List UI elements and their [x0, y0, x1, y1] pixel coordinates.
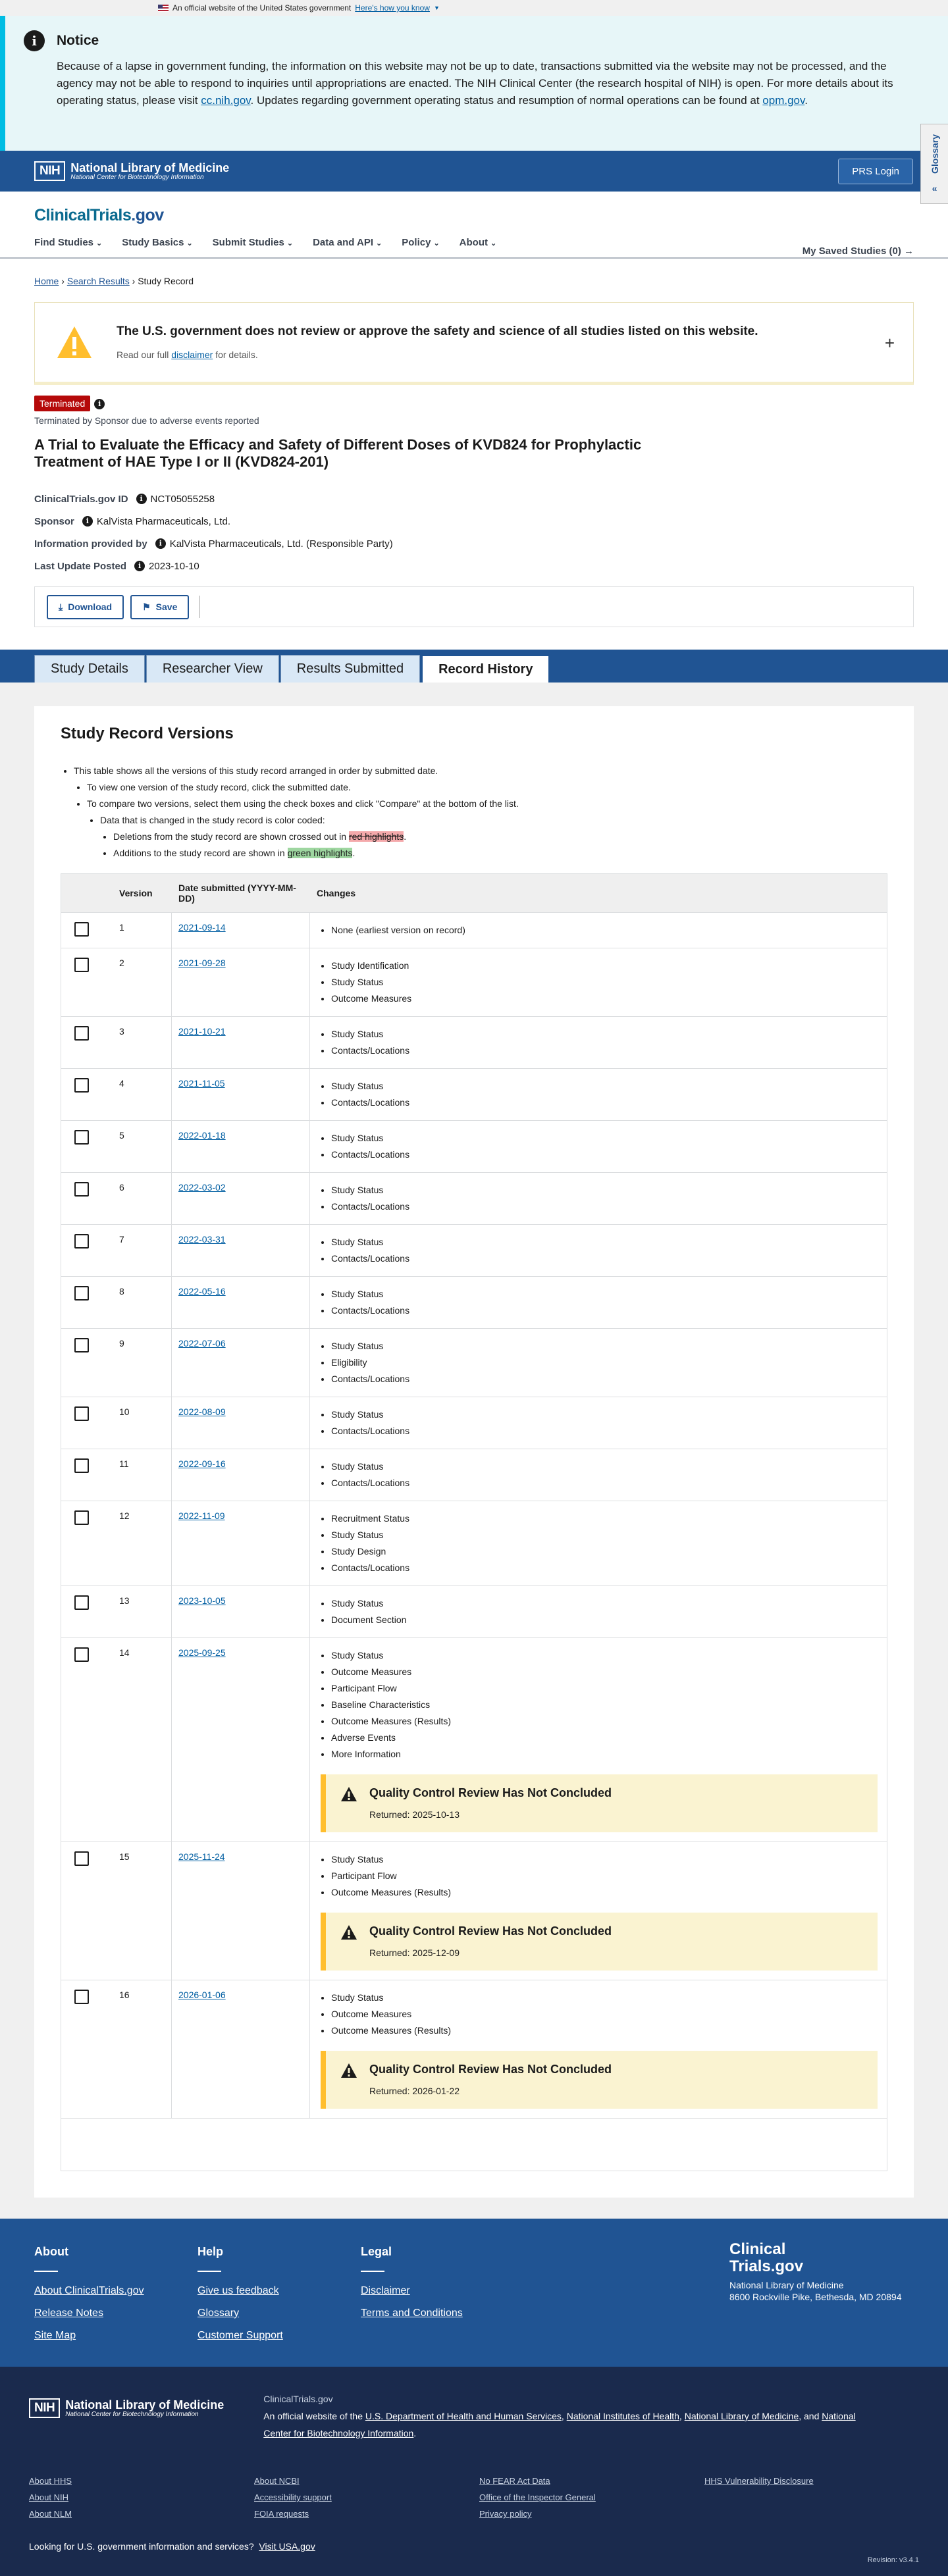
- table-row: [61, 1585, 887, 1637]
- change-item: • None (earliest version on record): [331, 922, 887, 939]
- version-number: 15: [113, 1842, 172, 1980]
- nav-find-studies[interactable]: Find Studies ⌄: [34, 237, 103, 248]
- explanation-item: • Additions to the study record are shown in green highlights.: [113, 845, 887, 862]
- arrow-right-icon: →: [904, 245, 914, 257]
- usagov-line: Looking for U.S. government information and services? Visit USA.gov: [29, 2541, 315, 2552]
- link-no-fear[interactable]: No FEAR Act Data: [479, 2476, 550, 2486]
- changes-list: [331, 1990, 887, 2039]
- table-row: [61, 1397, 887, 1449]
- qc-title: Quality Control Review Has Not Concluded: [369, 1786, 612, 1799]
- change-item: • More Information: [331, 1746, 887, 1763]
- version-date-link[interactable]: 2022-03-31: [178, 1234, 226, 1245]
- expand-plus-icon[interactable]: +: [884, 333, 895, 353]
- glossary-tab-label: Glossary: [929, 134, 940, 174]
- study-meta: [0, 471, 948, 577]
- change-item: • Study Identification: [331, 958, 887, 974]
- breadcrumb-current: Study Record: [138, 276, 194, 286]
- nih-footer-links: [29, 2476, 919, 2519]
- compare-checkbox[interactable]: [74, 1458, 89, 1473]
- change-item: • Study Status: [331, 1990, 887, 2006]
- changes-list: [331, 1182, 887, 1215]
- bookmark-icon: ⚑: [142, 601, 151, 612]
- table-row: [61, 912, 887, 948]
- link-about-ncbi[interactable]: About NCBI: [254, 2476, 300, 2486]
- change-item: • Study Status: [331, 1595, 887, 1612]
- footer-link-feedback[interactable]: Give us feedback: [198, 2285, 279, 2296]
- versions-table: [61, 873, 887, 2171]
- breadcrumb: [0, 259, 948, 302]
- qc-returned-date: Returned: 2026-01-22: [369, 2086, 460, 2096]
- version-number: 4: [113, 1069, 172, 1120]
- footer-brand: [729, 2241, 914, 2303]
- compare-checkbox[interactable]: [74, 1990, 89, 2004]
- prs-login-button[interactable]: PRS Login: [838, 159, 913, 184]
- version-number: 5: [113, 1121, 172, 1172]
- table-row: [61, 1276, 887, 1328]
- footer-link-site-map[interactable]: Site Map: [34, 2330, 76, 2341]
- change-item: • Contacts/Locations: [331, 1250, 887, 1267]
- change-item: • Study Status: [331, 1234, 887, 1250]
- study-status: [0, 385, 948, 426]
- info-icon: i: [24, 30, 45, 51]
- link-about-hhs[interactable]: About HHS: [29, 2476, 72, 2486]
- last-update-value: 2023-10-10: [149, 560, 199, 572]
- divider: [361, 2271, 384, 2272]
- compare-checkbox[interactable]: [74, 1338, 89, 1352]
- change-item: • Adverse Events: [331, 1730, 887, 1746]
- compare-checkbox[interactable]: [74, 1130, 89, 1145]
- footer-legal-title: Legal: [361, 2245, 392, 2258]
- changes-list: [331, 1130, 887, 1163]
- change-item: • Eligibility: [331, 1354, 887, 1371]
- divider: [198, 2271, 221, 2272]
- link-hhs[interactable]: U.S. Department of Health and Human Services: [365, 2411, 562, 2421]
- table-footer: [61, 2118, 887, 2171]
- footer-help-col: [198, 2245, 361, 2352]
- change-item: • Contacts/Locations: [331, 1560, 887, 1576]
- table-row: [61, 1501, 887, 1585]
- footer-about-title: About: [34, 2245, 68, 2258]
- change-item: • Study Status: [331, 1527, 887, 1543]
- divider: [199, 596, 200, 618]
- version-number: 1: [113, 913, 172, 948]
- footer-link-support[interactable]: Customer Support: [198, 2330, 283, 2341]
- disclaimer-title: The U.S. government does not review or approve the safety and science of all studies listed on this website.: [117, 324, 758, 338]
- change-item: • Study Status: [331, 1851, 887, 1868]
- tab-study-details[interactable]: Study Details: [34, 655, 145, 683]
- table-row: [61, 1016, 887, 1068]
- nih-logo-text: NIH: [34, 161, 65, 181]
- table-row: [61, 948, 887, 1016]
- study-title: A Trial to Evaluate the Efficacy and Safety of Different Doses of KVD824 for Prophylactic Treatment of HAE Type I or II (KVD824-201): [34, 436, 642, 470]
- nav-study-basics[interactable]: Study Basics ⌄: [122, 237, 193, 248]
- action-bar: [34, 586, 914, 627]
- version-date-link[interactable]: 2026-01-06: [178, 1990, 226, 2000]
- footer-link-release-notes[interactable]: Release Notes: [34, 2307, 103, 2319]
- site-footer: [0, 2219, 948, 2367]
- version-date-link[interactable]: 2025-11-24: [178, 1851, 225, 1862]
- table-row: [61, 1980, 887, 2118]
- warning-icon: [340, 1786, 357, 1802]
- change-item: • Study Status: [331, 974, 887, 991]
- version-number: 3: [113, 1017, 172, 1068]
- opm-link[interactable]: opm.gov: [762, 94, 805, 107]
- chevron-down-icon: ⌄: [433, 240, 440, 247]
- info-icon[interactable]: i: [82, 516, 93, 527]
- changes-list: [331, 1647, 887, 1763]
- change-item: • Study Status: [331, 1026, 887, 1043]
- footer-address: 8600 Rockville Pike, Bethesda, MD 20894: [729, 2292, 902, 2302]
- version-date-link[interactable]: 2021-10-21: [178, 1026, 226, 1037]
- change-item: • Contacts/Locations: [331, 1302, 887, 1319]
- disclaimer-alert: [34, 302, 914, 385]
- version-date-link[interactable]: 2022-11-09: [178, 1510, 225, 1521]
- disclaimer-text: Read our full disclaimer for details.: [117, 349, 258, 360]
- explanation-item: • To compare two versions, select them using the check boxes and click "Compare" at the bottom of the list.: [87, 796, 887, 812]
- change-item: • Document Section: [331, 1612, 887, 1628]
- nlm-logo[interactable]: [34, 161, 229, 181]
- version-number: 11: [113, 1449, 172, 1501]
- warning-icon: [340, 1924, 357, 1940]
- qc-returned-date: Returned: 2025-10-13: [369, 1809, 460, 1820]
- info-icon[interactable]: i: [136, 494, 147, 504]
- table-row: [61, 1449, 887, 1501]
- col-changes: Changes: [317, 888, 356, 898]
- sponsor-value: KalVista Pharmaceuticals, Ltd.: [96, 515, 231, 527]
- site-logo[interactable]: ClinicalTrials.gov: [34, 206, 164, 224]
- chevron-down-icon: ⌄: [376, 240, 382, 247]
- footer-about-col: [34, 2245, 198, 2352]
- link-about-nih[interactable]: About NIH: [29, 2492, 68, 2502]
- change-item: • Study Status: [331, 1078, 887, 1095]
- compare-checkbox[interactable]: [74, 1234, 89, 1249]
- chevron-right-icon: ›: [132, 276, 138, 286]
- change-item: • Outcome Measures (Results): [331, 2022, 887, 2039]
- qc-title: Quality Control Review Has Not Concluded: [369, 1924, 612, 1938]
- chevron-down-icon: ⌄: [490, 240, 497, 247]
- link-foia[interactable]: FOIA requests: [254, 2509, 309, 2519]
- tab-record-history[interactable]: Record History: [421, 655, 550, 683]
- table-row: [61, 1842, 887, 1980]
- compare-checkbox[interactable]: [74, 1286, 89, 1301]
- footer-help-title: Help: [198, 2245, 224, 2258]
- version-date-link[interactable]: 2021-09-14: [178, 922, 226, 933]
- version-number: 14: [113, 1638, 172, 1842]
- breadcrumb-search-results[interactable]: Search Results: [66, 276, 130, 286]
- my-saved-studies-link[interactable]: My Saved Studies (0) →: [802, 245, 914, 257]
- qc-returned-date: Returned: 2025-12-09: [369, 1947, 460, 1958]
- change-item: • Contacts/Locations: [331, 1423, 887, 1439]
- id-label: ClinicalTrials.gov ID: [34, 493, 128, 505]
- explanation-item: • Deletions from the study record are shown crossed out in red highlights.: [113, 829, 887, 845]
- version-date-link[interactable]: 2022-09-16: [178, 1458, 226, 1469]
- info-icon[interactable]: i: [155, 538, 166, 549]
- chevron-down-icon: ⌄: [96, 240, 103, 247]
- changes-list: [331, 1026, 887, 1059]
- chevron-down-icon: ⌄: [186, 240, 193, 247]
- version-number: 9: [113, 1329, 172, 1397]
- change-item: • Recruitment Status: [331, 1510, 887, 1527]
- nlm-subtitle: National Center for Biotechnology Information: [65, 2410, 199, 2418]
- nih-footer-description: ClinicalTrials.gov An official website of the U.S. Department of Health and Human Services, National Institutes of Health, National Library of Medicine, and National Center for Biotechnology Information.: [263, 2390, 869, 2442]
- nav-about[interactable]: About ⌄: [459, 237, 497, 248]
- changes-list: [331, 1406, 887, 1439]
- us-flag-icon: [158, 5, 169, 12]
- footer-org: National Library of Medicine: [729, 2280, 844, 2290]
- table-body: [61, 912, 887, 2118]
- change-item: • Study Status: [331, 1338, 887, 1354]
- change-item: • Outcome Measures (Results): [331, 1884, 887, 1901]
- study-tabs: [0, 650, 948, 683]
- red-highlight-sample: red highlights: [348, 831, 404, 842]
- explanation-item: • This table shows all the versions of this study record arranged in order by submitted date.: [74, 763, 887, 779]
- compare-checkbox[interactable]: [74, 958, 89, 972]
- nav-data-api[interactable]: Data and API ⌄: [313, 237, 382, 248]
- change-item: • Participant Flow: [331, 1868, 887, 1884]
- record-history-section: [0, 683, 948, 2219]
- qc-review-alert: [321, 1913, 878, 1971]
- nlm-bar: [0, 151, 948, 192]
- version-date-link[interactable]: 2022-01-18: [178, 1130, 226, 1141]
- nlm-title: National Library of Medicine: [70, 161, 230, 174]
- compare-checkbox[interactable]: [74, 922, 89, 937]
- versions-heading: Study Record Versions: [61, 725, 234, 742]
- gov-banner-text: An official website of the United States government: [172, 3, 352, 13]
- change-item: • Contacts/Locations: [331, 1043, 887, 1059]
- tab-researcher-view[interactable]: Researcher View: [146, 655, 279, 683]
- info-icon[interactable]: i: [134, 561, 145, 571]
- changes-list: [331, 1338, 887, 1387]
- gov-banner: [0, 0, 948, 16]
- main-nav: [34, 237, 914, 248]
- warning-icon: [55, 324, 94, 361]
- cc-nih-link[interactable]: cc.nih.gov: [201, 94, 251, 107]
- nih-footer: [0, 2367, 948, 2576]
- table-row: [61, 1637, 887, 1842]
- compare-checkbox[interactable]: [74, 1595, 89, 1610]
- footer-legal-col: [361, 2245, 524, 2352]
- link-nih[interactable]: National Institutes of Health: [566, 2411, 679, 2421]
- heres-how-you-know-link[interactable]: Here's how you know: [355, 3, 430, 13]
- table-row: [61, 1172, 887, 1224]
- version-number: 12: [113, 1501, 172, 1585]
- change-item: • Contacts/Locations: [331, 1095, 887, 1111]
- change-item: • Contacts/Locations: [331, 1475, 887, 1491]
- change-item: • Outcome Measures (Results): [331, 1713, 887, 1730]
- changes-list: [331, 1510, 887, 1576]
- green-highlight-sample: green highlights: [287, 848, 353, 858]
- change-item: • Study Status: [331, 1458, 887, 1475]
- compare-checkbox[interactable]: [74, 1026, 89, 1041]
- version-date-link[interactable]: 2022-07-06: [178, 1338, 226, 1349]
- disclaimer-link[interactable]: disclaimer: [171, 349, 213, 360]
- nih-footer-logo[interactable]: [29, 2398, 224, 2418]
- table-row: [61, 1068, 887, 1120]
- tab-results-submitted[interactable]: Results Submitted: [280, 655, 420, 683]
- sponsor-label: Sponsor: [34, 515, 74, 527]
- changes-list: [331, 958, 887, 1007]
- change-item: • Study Status: [331, 1182, 887, 1198]
- version-number: 2: [113, 948, 172, 1016]
- chevron-down-icon: ⌄: [286, 240, 294, 247]
- link-privacy[interactable]: Privacy policy: [479, 2509, 532, 2519]
- version-date-link[interactable]: 2021-11-05: [178, 1078, 225, 1089]
- version-date-link[interactable]: 2022-08-09: [178, 1406, 226, 1417]
- nlm-title: National Library of Medicine: [65, 2398, 224, 2411]
- version-date-link[interactable]: 2022-03-02: [178, 1182, 226, 1193]
- version-date-link[interactable]: 2025-09-25: [178, 1647, 226, 1658]
- col-date: Date submitted (YYYY-MM-DD): [178, 883, 296, 904]
- link-inspector-general[interactable]: Office of the Inspector General: [479, 2492, 596, 2502]
- change-item: • Contacts/Locations: [331, 1198, 887, 1215]
- last-update-label: Last Update Posted: [34, 560, 127, 572]
- usagov-link[interactable]: Visit USA.gov: [259, 2541, 315, 2552]
- compare-checkbox[interactable]: [74, 1078, 89, 1093]
- notice-body: Because of a lapse in government funding, the information on this website may not be up to date, transactions submitted via the website may not be processed, and the agency may not be able to respond to inquiries until appropriations are enacted. The NIH Clinical Center (the research hospital of NIH) is open. For more details about its operating status, please visit cc.nih.gov. Updates regarding government operating status and resumption of normal operations can be found at opm.gov.: [57, 60, 893, 107]
- change-item: • Outcome Measures: [331, 1664, 887, 1680]
- changes-list: [331, 1286, 887, 1319]
- nih-logo-text: NIH: [29, 2398, 60, 2418]
- version-date-link[interactable]: 2022-05-16: [178, 1286, 226, 1297]
- version-number: 7: [113, 1225, 172, 1276]
- version-number: 8: [113, 1277, 172, 1328]
- compare-checkbox[interactable]: [74, 1182, 89, 1197]
- breadcrumb-home[interactable]: Home: [34, 276, 59, 286]
- chevron-down-icon: ▼: [433, 5, 440, 11]
- changes-list: [331, 922, 887, 939]
- table-row: [61, 1224, 887, 1276]
- link-accessibility[interactable]: Accessibility support: [254, 2492, 332, 2502]
- versions-explanation: [61, 763, 887, 862]
- version-date-link[interactable]: 2021-09-28: [178, 958, 226, 968]
- change-item: • Contacts/Locations: [331, 1371, 887, 1387]
- change-item: • Participant Flow: [331, 1680, 887, 1697]
- double-chevron-left-icon: «: [932, 182, 937, 193]
- changes-list: [331, 1851, 887, 1901]
- link-about-nlm[interactable]: About NLM: [29, 2509, 72, 2519]
- link-nlm[interactable]: National Library of Medicine: [684, 2411, 799, 2421]
- compare-checkbox[interactable]: [74, 1851, 89, 1866]
- changes-list: [331, 1595, 887, 1628]
- qc-review-alert: [321, 2051, 878, 2109]
- version-date-link[interactable]: 2023-10-05: [178, 1595, 226, 1606]
- change-item: • Contacts/Locations: [331, 1146, 887, 1163]
- record-history-card: [34, 706, 914, 2198]
- changes-list: [331, 1458, 887, 1491]
- table-header: [61, 874, 887, 912]
- chevron-right-icon: ›: [61, 276, 67, 286]
- nav-policy[interactable]: Policy ⌄: [402, 237, 440, 248]
- warning-icon: [340, 2063, 357, 2078]
- footer-link-terms[interactable]: Terms and Conditions: [361, 2307, 463, 2319]
- version-number: 6: [113, 1173, 172, 1224]
- footer-caption: ClinicalTrials.gov: [263, 2394, 333, 2404]
- footer-logo[interactable]: Clinical Trials.gov: [729, 2240, 804, 2275]
- save-button[interactable]: ⚑ Save: [130, 595, 189, 619]
- shutdown-notice: [0, 16, 948, 151]
- notice-title: Notice: [57, 33, 99, 48]
- change-item: • Study Status: [331, 1286, 887, 1302]
- table-row: [61, 1120, 887, 1172]
- download-icon: ⤓: [59, 601, 63, 612]
- footer-link-disclaimer[interactable]: Disclaimer: [361, 2285, 410, 2296]
- nav-submit-studies[interactable]: Submit Studies ⌄: [212, 237, 294, 248]
- compare-checkbox[interactable]: [74, 1510, 89, 1525]
- site-header: [0, 192, 948, 259]
- info-icon[interactable]: i: [94, 399, 105, 409]
- qc-title: Quality Control Review Has Not Concluded: [369, 2063, 612, 2076]
- compare-checkbox[interactable]: [74, 1647, 89, 1662]
- changes-list: [331, 1234, 887, 1267]
- change-item: • Study Status: [331, 1406, 887, 1423]
- change-item: • Study Design: [331, 1543, 887, 1560]
- footer-link-glossary[interactable]: Glossary: [198, 2307, 240, 2319]
- table-row: [61, 1328, 887, 1397]
- provided-by-label: Information provided by: [34, 538, 147, 550]
- change-item: • Study Status: [331, 1647, 887, 1664]
- nlm-subtitle: National Center for Biotechnology Information: [70, 173, 204, 181]
- qc-review-alert: [321, 1774, 878, 1832]
- changes-list: [331, 1078, 887, 1111]
- link-hhs-vulnerability[interactable]: HHS Vulnerability Disclosure: [704, 2476, 814, 2486]
- divider: [34, 2271, 58, 2272]
- download-button[interactable]: ⤓ Download: [47, 595, 124, 619]
- compare-checkbox[interactable]: [74, 1406, 89, 1421]
- version-number: 10: [113, 1397, 172, 1449]
- version-number: 16: [113, 1980, 172, 2118]
- link-ncbi[interactable]: National Center for Biotechnology Information: [263, 2411, 856, 2438]
- status-badge: Terminated: [34, 396, 90, 411]
- change-item: • Outcome Measures: [331, 2006, 887, 2022]
- footer-link-about-ct[interactable]: About ClinicalTrials.gov: [34, 2285, 144, 2296]
- explanation-item: • To view one version of the study record, click the submitted date.: [87, 779, 887, 796]
- change-item: • Study Status: [331, 1130, 887, 1146]
- version-number: 13: [113, 1586, 172, 1637]
- status-reason: Terminated by Sponsor due to adverse events reported: [34, 415, 259, 426]
- id-value: NCT05055258: [150, 493, 215, 505]
- explanation-item: • Data that is changed in the study record is color coded:: [100, 812, 887, 829]
- change-item: • Outcome Measures: [331, 991, 887, 1007]
- provided-by-value: KalVista Pharmaceuticals, Ltd. (Responsible Party): [169, 538, 393, 550]
- change-item: • Baseline Characteristics: [331, 1697, 887, 1713]
- col-version: Version: [119, 888, 153, 898]
- revision: Revision: v3.4.1: [867, 2556, 919, 2564]
